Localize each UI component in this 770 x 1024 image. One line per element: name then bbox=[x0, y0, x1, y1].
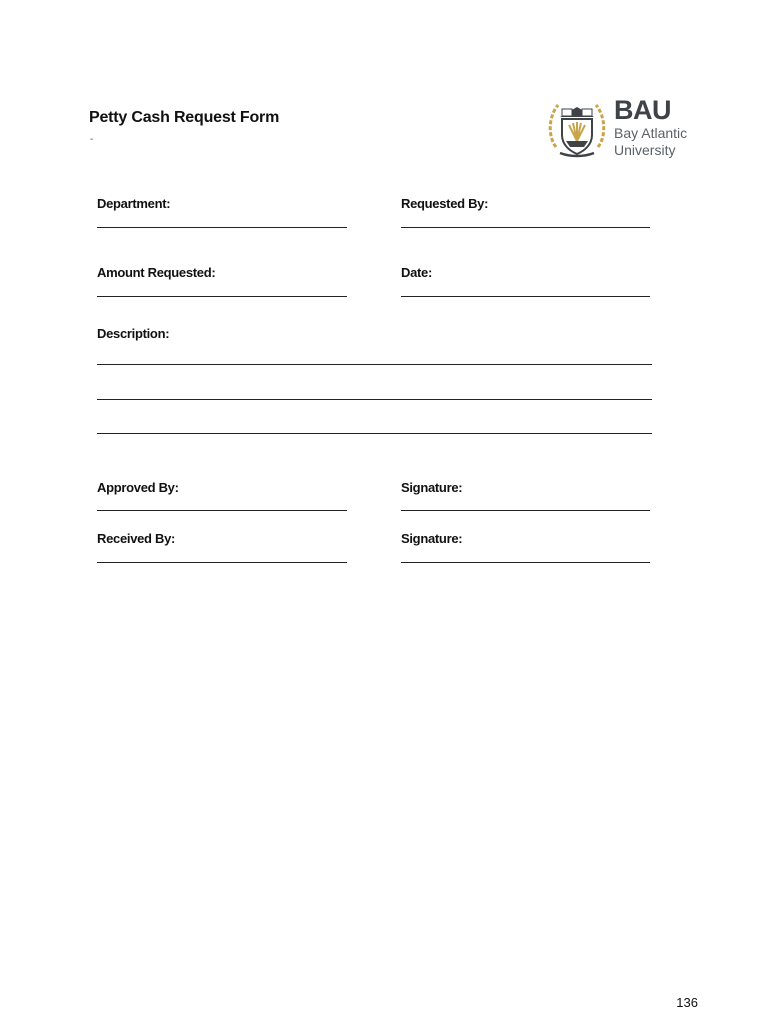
approved-by-field[interactable] bbox=[97, 510, 347, 511]
form-title: Petty Cash Request Form bbox=[89, 109, 280, 126]
date-label: Date: bbox=[401, 265, 433, 280]
approval-signature-field[interactable] bbox=[401, 510, 650, 511]
received-signature-field[interactable] bbox=[401, 562, 650, 563]
requested-by-field[interactable] bbox=[401, 227, 650, 228]
received-signature-label: Signature: bbox=[401, 531, 463, 546]
department-label: Department: bbox=[97, 196, 171, 211]
department-field[interactable] bbox=[97, 227, 347, 228]
received-by-label: Received By: bbox=[97, 531, 176, 546]
description-label: Description: bbox=[97, 326, 170, 341]
university-crest-icon bbox=[546, 95, 608, 161]
amount-requested-field[interactable] bbox=[97, 296, 347, 297]
date-field[interactable] bbox=[401, 296, 650, 297]
approval-signature-label: Signature: bbox=[401, 480, 463, 495]
received-by-field[interactable] bbox=[97, 562, 347, 563]
logo-name-line1: Bay Atlantic bbox=[614, 125, 688, 141]
page-number: 136 bbox=[676, 995, 698, 1010]
bau-logo bbox=[546, 95, 706, 160]
amount-requested-label: Amount Requested: bbox=[97, 265, 216, 280]
description-line-1[interactable] bbox=[97, 364, 652, 365]
requested-by-label: Requested By: bbox=[401, 196, 489, 211]
logo-abbreviation: BAU bbox=[614, 95, 671, 125]
approved-by-label: Approved By: bbox=[97, 480, 179, 495]
description-line-2[interactable] bbox=[97, 399, 652, 400]
title-mark: - bbox=[90, 134, 94, 145]
logo-name-line2: University bbox=[614, 142, 676, 158]
description-line-3[interactable] bbox=[97, 433, 652, 434]
